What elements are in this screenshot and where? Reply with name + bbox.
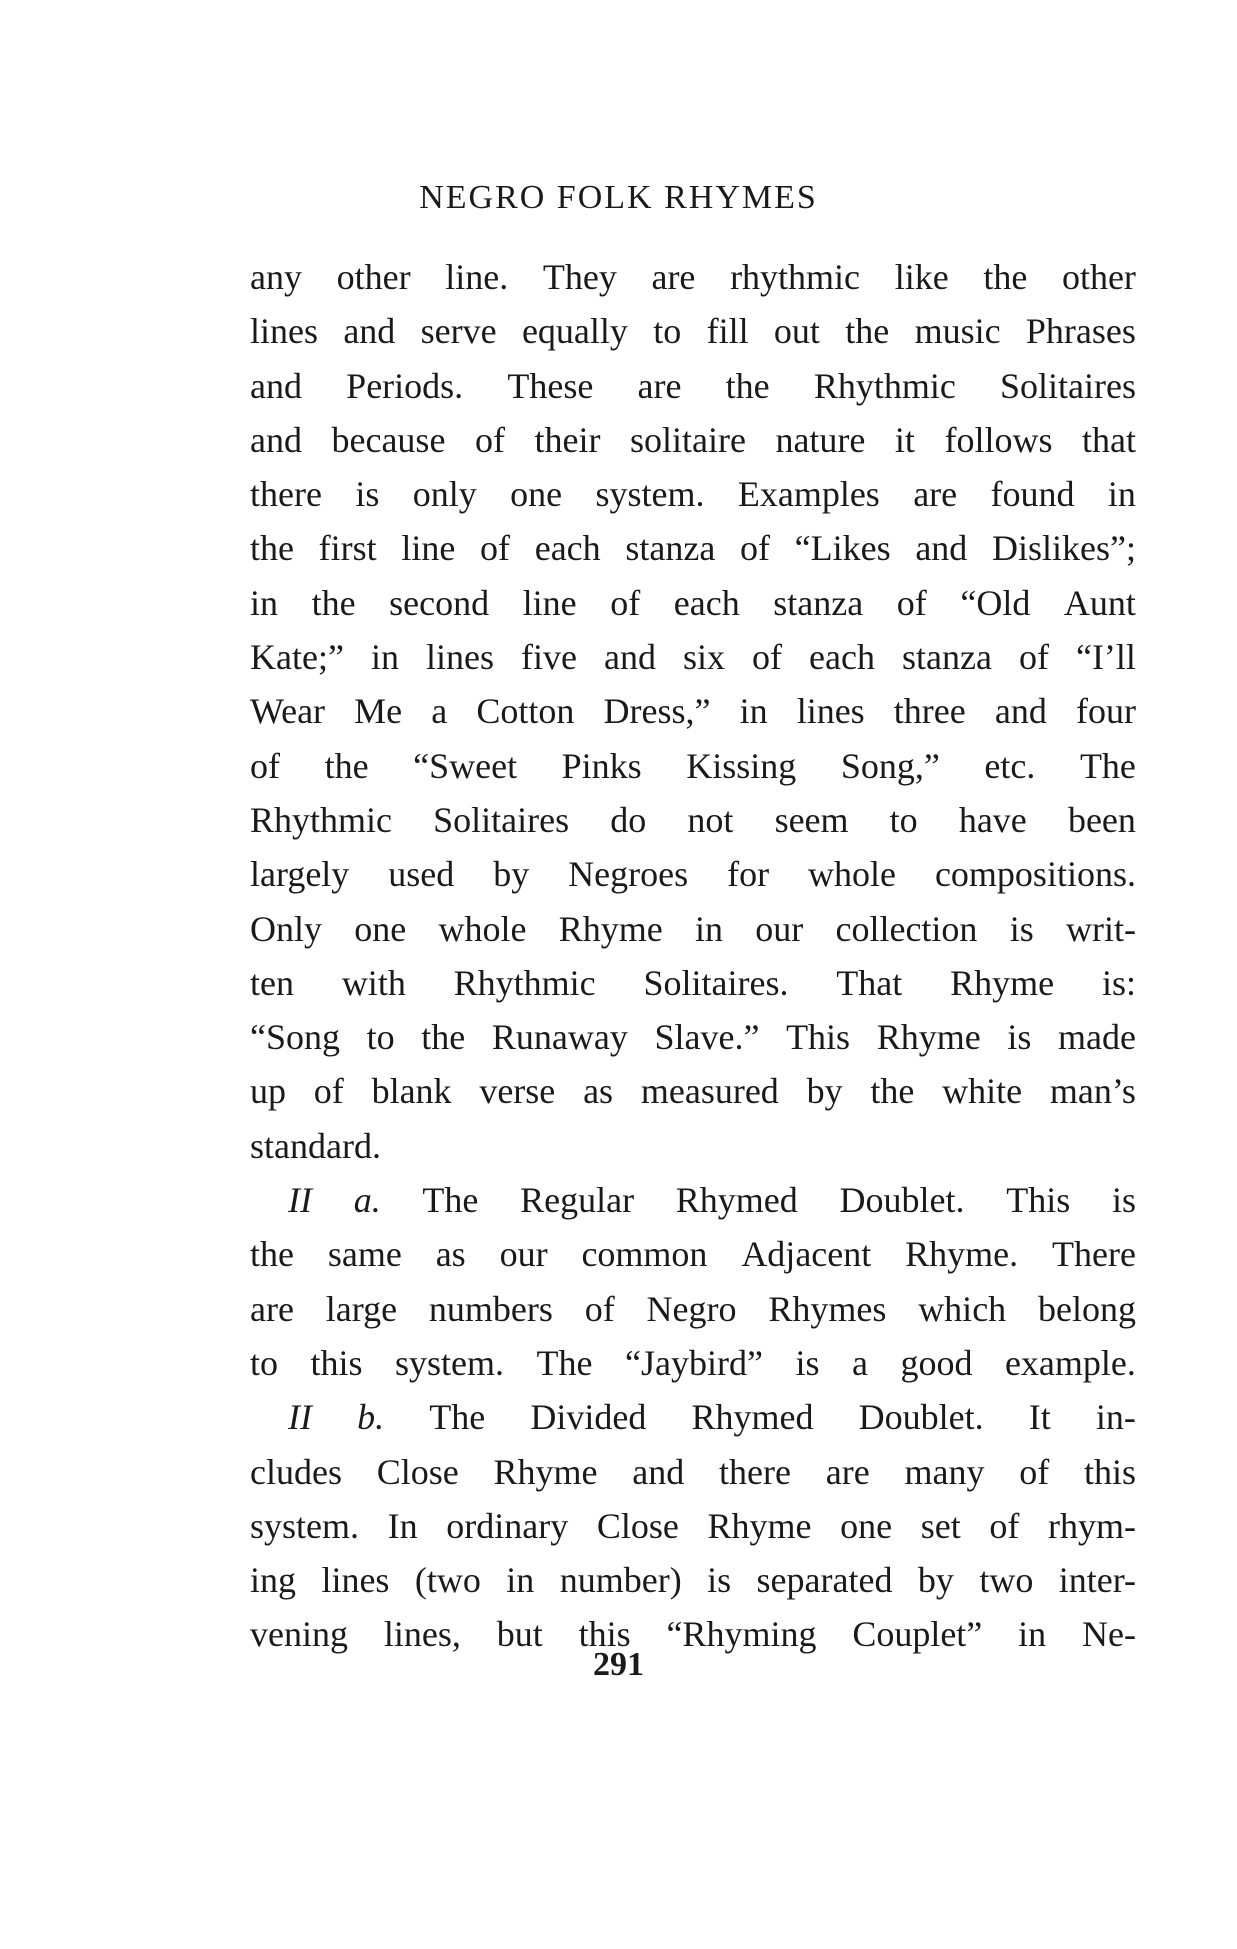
word: in	[1018, 1614, 1047, 1655]
word: by	[917, 1560, 954, 1601]
word: whole	[808, 854, 896, 895]
word: Solitaires	[1000, 365, 1136, 406]
word: one	[510, 474, 563, 515]
word: are	[637, 365, 682, 406]
word: “Old	[960, 582, 1031, 623]
word: have	[958, 799, 1027, 840]
word: Rhymed	[675, 1180, 798, 1221]
word: do	[610, 799, 647, 840]
text-line	[250, 467, 1136, 521]
word: our	[755, 908, 804, 949]
word: Couplet”	[852, 1614, 983, 1655]
word: and	[603, 637, 656, 678]
word: many	[904, 1451, 985, 1492]
word: rhythmic	[730, 257, 861, 297]
word: Pinks	[561, 745, 642, 786]
text-line	[250, 1010, 1136, 1064]
word: vening	[250, 1614, 348, 1655]
word: The	[536, 1342, 593, 1383]
word: solitaire	[629, 419, 746, 460]
word: measured	[640, 1071, 779, 1112]
text-line	[250, 739, 1136, 793]
word: a	[851, 1342, 868, 1383]
word: of	[480, 528, 511, 569]
word: man’s	[1049, 1071, 1136, 1112]
text-line	[250, 1064, 1136, 1118]
word: collection	[835, 908, 978, 949]
word: as	[435, 1234, 466, 1275]
word: (two	[414, 1560, 481, 1601]
word: three	[893, 691, 966, 732]
running-head: NEGRO FOLK RHYMES	[419, 179, 818, 216]
word: The	[422, 1180, 479, 1221]
text-line	[250, 1336, 1136, 1390]
word: there	[719, 1451, 791, 1492]
text-line	[250, 1553, 1136, 1607]
text-line	[250, 956, 1136, 1010]
word: this	[310, 1342, 363, 1383]
word: serve	[420, 311, 497, 352]
word: Rhyme	[707, 1505, 812, 1546]
word: are	[913, 474, 958, 515]
word: first	[318, 528, 377, 569]
word: each	[809, 637, 875, 678]
word: of	[250, 745, 280, 786]
word: Close	[596, 1505, 679, 1546]
text-line	[250, 521, 1136, 575]
text-line	[250, 1227, 1136, 1281]
word: a	[431, 691, 448, 732]
word: writ-	[1065, 908, 1136, 949]
word: “Rhyming	[666, 1614, 817, 1655]
text-line	[250, 1390, 1136, 1444]
word: Phrases	[1025, 311, 1136, 352]
word: This	[1006, 1180, 1071, 1221]
word: II	[288, 1180, 312, 1221]
word: and	[915, 528, 968, 569]
text-line	[250, 413, 1136, 467]
word: of	[313, 1071, 344, 1112]
word: it	[894, 419, 915, 460]
word: for	[727, 854, 770, 895]
word: our	[499, 1234, 548, 1275]
word: system.	[395, 1342, 505, 1383]
text-line	[250, 793, 1136, 847]
word: Solitaires	[433, 799, 570, 840]
word: lines	[796, 691, 865, 732]
word: the	[725, 365, 770, 406]
word: other	[336, 257, 411, 297]
word: by	[493, 854, 530, 895]
word: lines	[250, 311, 318, 352]
word: Rhythmic	[250, 799, 392, 840]
word: by	[806, 1071, 843, 1112]
word: compositions.	[934, 854, 1136, 895]
word: the	[983, 257, 1028, 297]
word: is	[1007, 1017, 1032, 1058]
word: in	[250, 582, 279, 623]
word: Rhyme.	[905, 1234, 1019, 1275]
word: the	[845, 311, 890, 352]
word: are	[825, 1451, 870, 1492]
word: They	[542, 257, 617, 297]
word: to	[889, 799, 918, 840]
word: and	[250, 365, 302, 406]
text-line	[250, 630, 1136, 684]
word: music	[914, 311, 1001, 352]
word: of	[896, 582, 927, 623]
word: fill	[706, 311, 749, 352]
word: six	[682, 637, 725, 678]
word: up	[250, 1071, 286, 1112]
word: as	[583, 1071, 614, 1112]
body-text	[250, 250, 1136, 1662]
word: Wear	[250, 691, 326, 732]
word: These	[507, 365, 594, 406]
word: same	[327, 1234, 402, 1275]
word: of	[474, 419, 505, 460]
word: example.	[1004, 1342, 1136, 1383]
word: In	[387, 1505, 418, 1546]
word: Regular	[520, 1180, 635, 1221]
word: Song,”	[840, 745, 940, 786]
text-line	[250, 902, 1136, 956]
word: set	[920, 1505, 961, 1546]
word: is	[795, 1342, 820, 1383]
word: Only	[250, 908, 322, 949]
word: verse	[479, 1071, 556, 1112]
word: are	[651, 257, 696, 297]
word: Rhymed	[691, 1397, 814, 1438]
word: been	[1067, 799, 1136, 840]
word: like	[894, 257, 949, 297]
word: is:	[1101, 962, 1136, 1003]
word: to	[366, 1017, 395, 1058]
word: of	[989, 1505, 1020, 1546]
word: not	[687, 799, 734, 840]
word: Me	[354, 691, 403, 732]
word: the	[324, 745, 369, 786]
word: Ne-	[1082, 1614, 1136, 1655]
text-line	[250, 847, 1136, 901]
word: four	[1075, 691, 1136, 732]
word: second	[389, 582, 490, 623]
word: Rhyme	[876, 1017, 981, 1058]
word: Rhythmic	[813, 365, 956, 406]
text-line	[250, 1445, 1136, 1499]
word: but	[496, 1614, 543, 1655]
word: Negro	[646, 1288, 737, 1329]
text-line	[250, 684, 1136, 738]
word: It	[1028, 1397, 1051, 1438]
word: That	[836, 962, 903, 1003]
word: Rhymes	[768, 1288, 887, 1329]
word: stanza	[625, 528, 716, 569]
word: system.	[250, 1505, 360, 1546]
word: whole	[438, 908, 527, 949]
word: “Likes	[794, 528, 891, 569]
word: found	[990, 474, 1075, 515]
word: Adjacent	[741, 1234, 872, 1275]
text-line	[250, 1499, 1136, 1553]
word: ordinary	[446, 1505, 569, 1546]
word: with	[341, 962, 406, 1003]
word: cludes	[250, 1451, 342, 1492]
word: stanza	[901, 637, 992, 678]
word: common	[581, 1234, 708, 1275]
word: out	[773, 311, 820, 352]
word: to	[653, 311, 682, 352]
word: Kissing	[686, 745, 797, 786]
word: good	[900, 1342, 973, 1383]
word: because	[331, 419, 446, 460]
word: ten	[250, 962, 294, 1003]
word: in	[694, 908, 723, 949]
word: etc.	[984, 745, 1036, 786]
word: only	[412, 474, 477, 515]
word: Rhyme	[493, 1451, 598, 1492]
word: stanza	[773, 582, 864, 623]
word: of	[584, 1288, 615, 1329]
word: in	[1107, 474, 1136, 515]
word: the	[311, 582, 356, 623]
word: Rhyme	[950, 962, 1055, 1003]
word: their	[534, 419, 601, 460]
word: of	[752, 637, 783, 678]
word: “I’ll	[1075, 637, 1136, 678]
word: Dress,”	[603, 691, 711, 732]
word: standard.	[250, 1125, 381, 1166]
word: Doublet.	[839, 1180, 965, 1221]
word: one	[840, 1505, 893, 1546]
word: a.	[353, 1180, 381, 1221]
word: used	[388, 854, 455, 895]
word: Periods.	[346, 365, 464, 406]
word: lines,	[383, 1614, 461, 1655]
word: lines	[425, 637, 494, 678]
word: numbers	[428, 1288, 553, 1329]
word: belong	[1038, 1288, 1136, 1329]
word: this	[1083, 1451, 1136, 1492]
word: this	[578, 1614, 631, 1655]
word: of	[1018, 637, 1049, 678]
text-line	[250, 359, 1136, 413]
word: Rhythmic	[453, 962, 596, 1003]
word: nature	[775, 419, 866, 460]
word: to	[250, 1342, 279, 1383]
word: and	[632, 1451, 685, 1492]
text-line	[250, 576, 1136, 630]
word: “Jaybird”	[625, 1342, 763, 1383]
word: and	[250, 419, 302, 460]
word: “Song	[250, 1017, 340, 1058]
word: the	[421, 1017, 466, 1058]
text-line	[250, 1282, 1136, 1336]
word: Rhyme	[558, 908, 663, 949]
word: white	[942, 1071, 1023, 1112]
word: in	[506, 1560, 535, 1601]
text-line	[250, 250, 1136, 304]
word: largely	[250, 854, 350, 895]
word: other	[1061, 257, 1136, 297]
word: blank	[371, 1071, 452, 1112]
word: in	[739, 691, 768, 732]
word: is	[1009, 908, 1034, 949]
word: which	[918, 1288, 1007, 1329]
word: made	[1057, 1017, 1136, 1058]
word: Aunt	[1063, 582, 1136, 623]
word: follows	[944, 419, 1053, 460]
word: equally	[521, 311, 628, 352]
word: “Sweet	[413, 745, 518, 786]
word: the	[250, 528, 294, 569]
word: Examples	[737, 474, 880, 515]
word: II	[288, 1397, 312, 1438]
word: each	[673, 582, 740, 623]
word: in-	[1095, 1397, 1136, 1438]
word: lines	[321, 1560, 390, 1601]
word: is	[707, 1560, 732, 1601]
word: line	[401, 528, 456, 569]
word: There	[1052, 1234, 1136, 1275]
word: system.	[595, 474, 705, 515]
word: Negroes	[568, 854, 689, 895]
text-line	[250, 1119, 1136, 1173]
word: inter-	[1058, 1560, 1136, 1601]
word: Dislikes”;	[992, 528, 1136, 569]
word: any	[250, 257, 302, 297]
word: line.	[445, 257, 509, 297]
word: there	[250, 474, 322, 515]
word: the	[250, 1234, 294, 1275]
word: and	[994, 691, 1047, 732]
word: The	[429, 1397, 486, 1438]
word: that	[1081, 419, 1136, 460]
word: five	[521, 637, 577, 678]
word: The	[1079, 745, 1136, 786]
word: Solitaires.	[643, 962, 789, 1003]
word: Kate;”	[250, 637, 344, 678]
word: one	[354, 908, 407, 949]
word: the	[870, 1071, 915, 1112]
word: are	[250, 1288, 294, 1329]
word: separated	[756, 1560, 893, 1601]
text-line	[250, 1173, 1136, 1227]
word: of	[1019, 1451, 1050, 1492]
word: is	[355, 474, 380, 515]
word: Slave.”	[654, 1017, 760, 1058]
word: large	[325, 1288, 398, 1329]
word: number)	[559, 1560, 682, 1601]
word: two	[979, 1560, 1034, 1601]
word: of	[739, 528, 770, 569]
word: in	[370, 637, 399, 678]
word: each	[534, 528, 601, 569]
word: seem	[774, 799, 849, 840]
word: Doublet.	[858, 1397, 984, 1438]
word: of	[610, 582, 641, 623]
text-line	[250, 304, 1136, 358]
word: Runaway	[491, 1017, 628, 1058]
word: ing	[250, 1560, 297, 1601]
page-number: 291	[593, 1646, 644, 1683]
word: Divided	[530, 1397, 647, 1438]
word: line	[522, 582, 577, 623]
word: is	[1111, 1180, 1136, 1221]
word: This	[786, 1017, 851, 1058]
word: Close	[376, 1451, 459, 1492]
word: rhym-	[1047, 1505, 1136, 1546]
word: Cotton	[476, 691, 575, 732]
word: b.	[357, 1397, 385, 1438]
word: and	[343, 311, 396, 352]
